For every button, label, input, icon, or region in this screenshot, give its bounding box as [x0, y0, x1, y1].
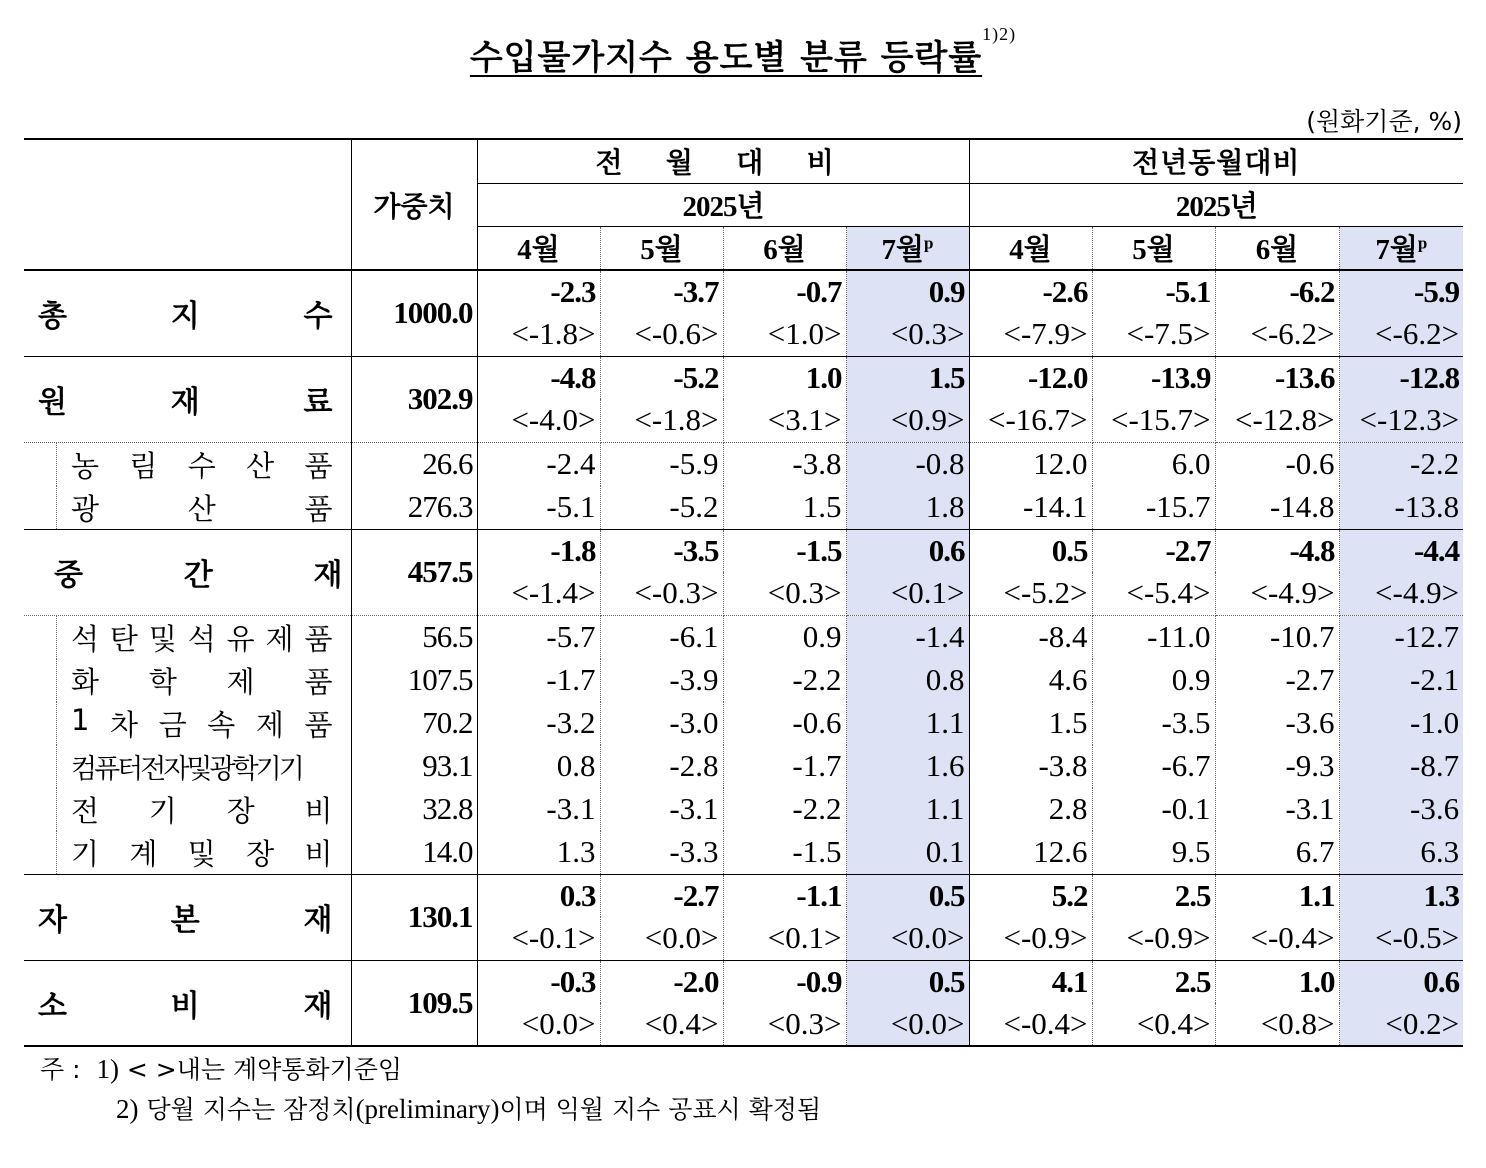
value-cell: 1.8 — [846, 486, 969, 530]
row-weight: 14.0 — [351, 831, 477, 875]
value-cell: -4.4 — [1339, 529, 1463, 572]
value-cell: 6.3 — [1339, 831, 1463, 875]
note-1-text: < >내는 계약통화기준임 — [126, 1055, 403, 1084]
row-label-char: 탄 — [109, 621, 138, 656]
contract-value-cell: <-0.4> — [1215, 917, 1339, 960]
note-2-text-c: 이며 익월 지수 공표시 확정됨 — [499, 1095, 822, 1124]
contract-value-cell: <-12.3> — [1339, 399, 1463, 442]
row-label-char: 금 — [158, 707, 187, 742]
contract-value-cell: <-4.0> — [477, 399, 600, 442]
value-cell: 2.8 — [969, 788, 1092, 831]
value-cell: -12.0 — [969, 356, 1092, 399]
value-cell: 1.1 — [846, 702, 969, 745]
value-cell: -14.1 — [969, 486, 1092, 530]
value-cell: -3.8 — [969, 745, 1092, 788]
contract-value-cell: <-12.8> — [1215, 399, 1339, 442]
row-label — [24, 745, 351, 788]
value-cell: -3.5 — [1092, 702, 1215, 745]
row-label-char: 전 — [71, 793, 100, 828]
row-label-char: 차 — [110, 707, 139, 742]
row-label — [24, 702, 351, 745]
value-cell: 0.1 — [846, 831, 969, 875]
contract-value-cell: <-6.2> — [1215, 313, 1339, 356]
contract-value-cell: <-4.9> — [1215, 572, 1339, 615]
value-cell: -4.8 — [477, 356, 600, 399]
contract-value-cell: <-1.8> — [600, 399, 723, 442]
value-cell: -4.8 — [1215, 529, 1339, 572]
month-label: 5월 — [640, 234, 683, 267]
row-label-char: 유 — [226, 621, 255, 656]
value-cell: -1.7 — [723, 745, 846, 788]
row-label-char: 컴퓨터전자및광학기기 — [71, 753, 302, 785]
yoy-year-header: 2025년 — [969, 183, 1463, 226]
value-cell: -2.2 — [723, 788, 846, 831]
value-cell: -5.2 — [600, 486, 723, 530]
row-label-char: 재 — [170, 385, 200, 420]
contract-value-cell: <0.8> — [1215, 1003, 1339, 1046]
value-cell: -1.5 — [723, 831, 846, 875]
table-row — [24, 529, 1463, 572]
value-cell: -5.1 — [1092, 270, 1215, 313]
value-cell: -3.9 — [600, 659, 723, 702]
note-2-text-b: (preliminary) — [355, 1094, 500, 1124]
row-label-char: 및 — [148, 621, 177, 656]
value-cell: 12.6 — [969, 831, 1092, 875]
value-cell: 1.6 — [846, 745, 969, 788]
row-label — [24, 529, 351, 615]
row-label-char: 석 — [71, 621, 100, 656]
row-weight: 302.9 — [351, 356, 477, 442]
row-label-char: 품 — [304, 448, 333, 483]
contract-value-cell: <-5.4> — [1092, 572, 1215, 615]
table-row — [24, 874, 1463, 917]
corner-cell — [24, 139, 351, 270]
report-title — [0, 24, 1486, 79]
value-cell: 0.8 — [477, 745, 600, 788]
value-cell: -0.1 — [1092, 788, 1215, 831]
value-cell: -2.7 — [1092, 529, 1215, 572]
value-cell: 6.0 — [1092, 442, 1215, 486]
value-cell: -13.6 — [1215, 356, 1339, 399]
row-weight: 70.2 — [351, 702, 477, 745]
value-cell: 1.5 — [846, 356, 969, 399]
value-cell: -5.9 — [1339, 270, 1463, 313]
value-cell: -3.1 — [1215, 788, 1339, 831]
row-weight: 1000.0 — [351, 270, 477, 356]
value-cell: -8.7 — [1339, 745, 1463, 788]
row-label-char: 및 — [187, 836, 216, 871]
month-label: 4월 — [1009, 234, 1052, 267]
value-cell: 2.5 — [1092, 960, 1215, 1003]
contract-value-cell: <1.0> — [723, 313, 846, 356]
month-label: 6월 — [1255, 234, 1299, 267]
row-weight: 107.5 — [351, 659, 477, 702]
row-label-char: 수 — [303, 299, 333, 335]
contract-value-cell: <-15.7> — [1092, 399, 1215, 442]
value-cell: 1.3 — [1339, 874, 1463, 917]
contract-value-cell: <0.9> — [846, 399, 969, 442]
contract-value-cell: <0.3> — [846, 313, 969, 356]
value-cell: 0.6 — [846, 529, 969, 572]
value-cell: 9.5 — [1092, 831, 1215, 875]
value-cell: -1.4 — [846, 615, 969, 659]
row-label-char: 기 — [148, 793, 177, 828]
row-label-char: 화 — [71, 664, 100, 699]
value-cell: 4.6 — [969, 659, 1092, 702]
note-1-number: 1) — [96, 1054, 119, 1084]
mom-group-header: 전 월 대 비 — [477, 139, 969, 183]
unit-label: (원화기준, %) — [1306, 107, 1462, 136]
value-cell: -2.2 — [723, 659, 846, 702]
table-row — [24, 659, 1463, 702]
contract-value-cell: <0.3> — [723, 572, 846, 615]
month-header — [969, 226, 1092, 270]
value-cell: -3.6 — [1339, 788, 1463, 831]
value-cell: -2.2 — [1339, 442, 1463, 486]
contract-value-cell: <-0.1> — [477, 917, 600, 960]
row-weight: 56.5 — [351, 615, 477, 659]
preliminary-mark: p — [1417, 233, 1428, 253]
month-header — [1092, 226, 1215, 270]
price-index-table — [24, 138, 1463, 1047]
contract-value-cell: <0.2> — [1339, 1003, 1463, 1046]
row-label-char: 기 — [71, 836, 100, 871]
row-label-char: 제 — [265, 621, 294, 656]
value-cell: -2.3 — [477, 270, 600, 313]
contract-value-cell: <0.4> — [600, 1003, 723, 1046]
contract-value-cell: <3.1> — [723, 399, 846, 442]
value-cell: 0.9 — [1092, 659, 1215, 702]
value-cell: -12.8 — [1339, 356, 1463, 399]
value-cell: 1.0 — [723, 356, 846, 399]
contract-value-cell: <0.0> — [846, 1003, 969, 1046]
row-label-char: 학 — [148, 664, 177, 699]
row-label-char: 비 — [170, 988, 200, 1024]
row-label — [24, 615, 351, 659]
value-cell: -0.7 — [723, 270, 846, 313]
value-cell: -3.8 — [723, 442, 846, 486]
row-label-char: 자 — [38, 903, 67, 938]
note-1 — [40, 1050, 402, 1086]
contract-value-cell: <-1.8> — [477, 313, 600, 356]
value-cell: -3.7 — [600, 270, 723, 313]
row-label-char: 1 — [71, 702, 90, 737]
contract-value-cell: <0.0> — [477, 1003, 600, 1046]
value-cell: -2.7 — [600, 874, 723, 917]
contract-value-cell: <-4.9> — [1339, 572, 1463, 615]
row-label-char: 지 — [170, 299, 200, 335]
value-cell: -5.9 — [600, 442, 723, 486]
value-cell: -15.7 — [1092, 486, 1215, 530]
table-row — [24, 442, 1463, 486]
value-cell: -0.9 — [723, 960, 846, 1003]
value-cell: -5.7 — [477, 615, 600, 659]
value-cell: -5.1 — [477, 486, 600, 530]
row-label-char: 품 — [304, 491, 333, 526]
row-label — [24, 831, 351, 875]
value-cell: 5.2 — [969, 874, 1092, 917]
contract-value-cell: <-0.5> — [1339, 917, 1463, 960]
note-2-number: 2) — [116, 1094, 139, 1124]
value-cell: -6.1 — [600, 615, 723, 659]
row-label-char: 재 — [303, 903, 333, 938]
row-label-char: 석 — [187, 621, 216, 656]
value-cell: 0.6 — [1339, 960, 1463, 1003]
value-cell: -13.9 — [1092, 356, 1215, 399]
row-weight: 93.1 — [351, 745, 477, 788]
row-weight: 457.5 — [351, 529, 477, 615]
value-cell: -1.5 — [723, 529, 846, 572]
mom-year-header: 2025년 — [477, 183, 969, 226]
month-header — [723, 226, 846, 270]
row-label — [24, 486, 351, 530]
row-weight: 109.5 — [351, 960, 477, 1046]
value-cell: 1.0 — [1215, 960, 1339, 1003]
value-cell: 0.3 — [477, 874, 600, 917]
value-cell: -3.5 — [600, 529, 723, 572]
value-cell: -8.4 — [969, 615, 1092, 659]
value-cell: -3.3 — [600, 831, 723, 875]
row-label-char: 산 — [187, 491, 216, 526]
row-label-char: 속 — [207, 707, 236, 742]
value-cell: -2.1 — [1339, 659, 1463, 702]
value-cell: -5.2 — [600, 356, 723, 399]
value-cell: -0.8 — [846, 442, 969, 486]
row-label-char: 소 — [38, 988, 67, 1024]
value-cell: 0.5 — [846, 960, 969, 1003]
value-cell: -13.8 — [1339, 486, 1463, 530]
value-cell: -0.6 — [723, 702, 846, 745]
contract-value-cell: <-0.9> — [969, 917, 1092, 960]
weight-header: 가중치 — [351, 139, 477, 270]
contract-value-cell: <-1.4> — [477, 572, 600, 615]
value-cell: -3.1 — [600, 788, 723, 831]
month-header — [600, 226, 723, 270]
row-weight: 26.6 — [351, 442, 477, 486]
value-cell: 6.7 — [1215, 831, 1339, 875]
month-label: 7월 — [1375, 234, 1418, 267]
yoy-group-header: 전년동월대비 — [969, 139, 1463, 183]
row-label — [24, 960, 351, 1046]
row-label-char: 본 — [170, 903, 200, 938]
contract-value-cell: <-7.9> — [969, 313, 1092, 356]
value-cell: 2.5 — [1092, 874, 1215, 917]
row-label-char: 간 — [183, 558, 213, 593]
table-row — [24, 486, 1463, 530]
value-cell: -12.7 — [1339, 615, 1463, 659]
month-label: 4월 — [517, 234, 560, 267]
month-label: 6월 — [763, 234, 806, 267]
value-cell: 4.1 — [969, 960, 1092, 1003]
value-cell: -6.7 — [1092, 745, 1215, 788]
row-weight: 276.3 — [351, 486, 477, 530]
value-cell: -1.0 — [1339, 702, 1463, 745]
note-prefix: 주 : — [40, 1055, 81, 1084]
value-cell: -3.0 — [600, 702, 723, 745]
value-cell: -2.4 — [477, 442, 600, 486]
title-footnote-mark: 1)2) — [982, 24, 1017, 44]
contract-value-cell: <-0.3> — [600, 572, 723, 615]
row-label — [24, 788, 351, 831]
row-label — [24, 874, 351, 960]
preliminary-mark: p — [924, 233, 934, 253]
value-cell: -3.1 — [477, 788, 600, 831]
row-weight: 32.8 — [351, 788, 477, 831]
table-row — [24, 615, 1463, 659]
value-cell: -0.6 — [1215, 442, 1339, 486]
month-label: 7월 — [881, 234, 925, 267]
row-label-char: 비 — [304, 836, 333, 871]
contract-value-cell: <0.4> — [1092, 1003, 1215, 1046]
contract-value-cell: <0.3> — [723, 1003, 846, 1046]
row-label-char: 계 — [129, 836, 158, 871]
row-label — [24, 442, 351, 486]
row-label-char: 재 — [303, 988, 333, 1024]
row-label-char: 제 — [226, 664, 255, 699]
table-row — [24, 788, 1463, 831]
value-cell: -6.2 — [1215, 270, 1339, 313]
value-cell: -0.3 — [477, 960, 600, 1003]
row-weight: 130.1 — [351, 874, 477, 960]
table-row — [24, 356, 1463, 399]
contract-value-cell: <0.0> — [600, 917, 723, 960]
value-cell: 0.9 — [723, 615, 846, 659]
row-label-char: 장 — [246, 836, 275, 871]
value-cell: 1.1 — [846, 788, 969, 831]
row-label-char: 료 — [303, 385, 333, 420]
row-label-char: 품 — [304, 707, 333, 742]
row-label-char: 재 — [313, 558, 343, 593]
value-cell: -1.8 — [477, 529, 600, 572]
value-cell: 1.1 — [1215, 874, 1339, 917]
value-cell: -2.0 — [600, 960, 723, 1003]
contract-value-cell: <-0.9> — [1092, 917, 1215, 960]
value-cell: 12.0 — [969, 442, 1092, 486]
row-label-char: 수 — [187, 448, 216, 483]
row-label-char: 림 — [129, 448, 158, 483]
row-label-char: 장 — [226, 793, 255, 828]
value-cell: -1.7 — [477, 659, 600, 702]
value-cell: 1.5 — [969, 702, 1092, 745]
table-row — [24, 270, 1463, 313]
row-label — [24, 270, 351, 356]
row-label — [24, 659, 351, 702]
contract-value-cell: <-0.4> — [969, 1003, 1092, 1046]
value-cell: -11.0 — [1092, 615, 1215, 659]
row-label-char: 원 — [38, 385, 67, 420]
contract-value-cell: <-0.6> — [600, 313, 723, 356]
value-cell: 1.3 — [477, 831, 600, 875]
month-header — [477, 226, 600, 270]
title-text: 수입물가지수 용도별 분류 등락률 — [469, 38, 983, 78]
value-cell: 0.8 — [846, 659, 969, 702]
value-cell: -2.8 — [600, 745, 723, 788]
value-cell: -9.3 — [1215, 745, 1339, 788]
value-cell: 0.9 — [846, 270, 969, 313]
value-cell: -2.7 — [1215, 659, 1339, 702]
contract-value-cell: <-6.2> — [1339, 313, 1463, 356]
row-label-char: 품 — [304, 664, 333, 699]
note-2 — [116, 1090, 821, 1126]
contract-value-cell: <0.1> — [723, 917, 846, 960]
value-cell: 0.5 — [846, 874, 969, 917]
month-label: 5월 — [1132, 234, 1175, 267]
value-cell: -3.2 — [477, 702, 600, 745]
value-cell: 1.5 — [723, 486, 846, 530]
value-cell: -1.1 — [723, 874, 846, 917]
value-cell: -2.6 — [969, 270, 1092, 313]
contract-value-cell: <0.0> — [846, 917, 969, 960]
row-label-char: 총 — [38, 299, 67, 335]
value-cell: -10.7 — [1215, 615, 1339, 659]
row-label-char: 중 — [54, 558, 83, 593]
value-cell: -3.6 — [1215, 702, 1339, 745]
row-label-char: 농 — [71, 448, 100, 483]
contract-value-cell: <0.1> — [846, 572, 969, 615]
row-label-char: 품 — [304, 621, 333, 656]
row-label — [24, 356, 351, 442]
contract-value-cell: <-7.5> — [1092, 313, 1215, 356]
table-row — [24, 745, 1463, 788]
value-cell: -14.8 — [1215, 486, 1339, 530]
contract-value-cell: <-5.2> — [969, 572, 1092, 615]
table-row — [24, 831, 1463, 875]
row-label-char: 비 — [304, 793, 333, 828]
value-cell: 0.5 — [969, 529, 1092, 572]
table-row — [24, 960, 1463, 1003]
month-header — [1215, 226, 1339, 270]
row-label-char: 산 — [246, 448, 275, 483]
row-label-char: 광 — [71, 491, 100, 526]
table-row — [24, 702, 1463, 745]
note-2-text-a: 당월 지수는 잠정치 — [146, 1095, 356, 1124]
contract-value-cell: <-16.7> — [969, 399, 1092, 442]
month-header — [846, 226, 969, 270]
month-header — [1339, 226, 1463, 270]
row-label-char: 제 — [255, 707, 284, 742]
